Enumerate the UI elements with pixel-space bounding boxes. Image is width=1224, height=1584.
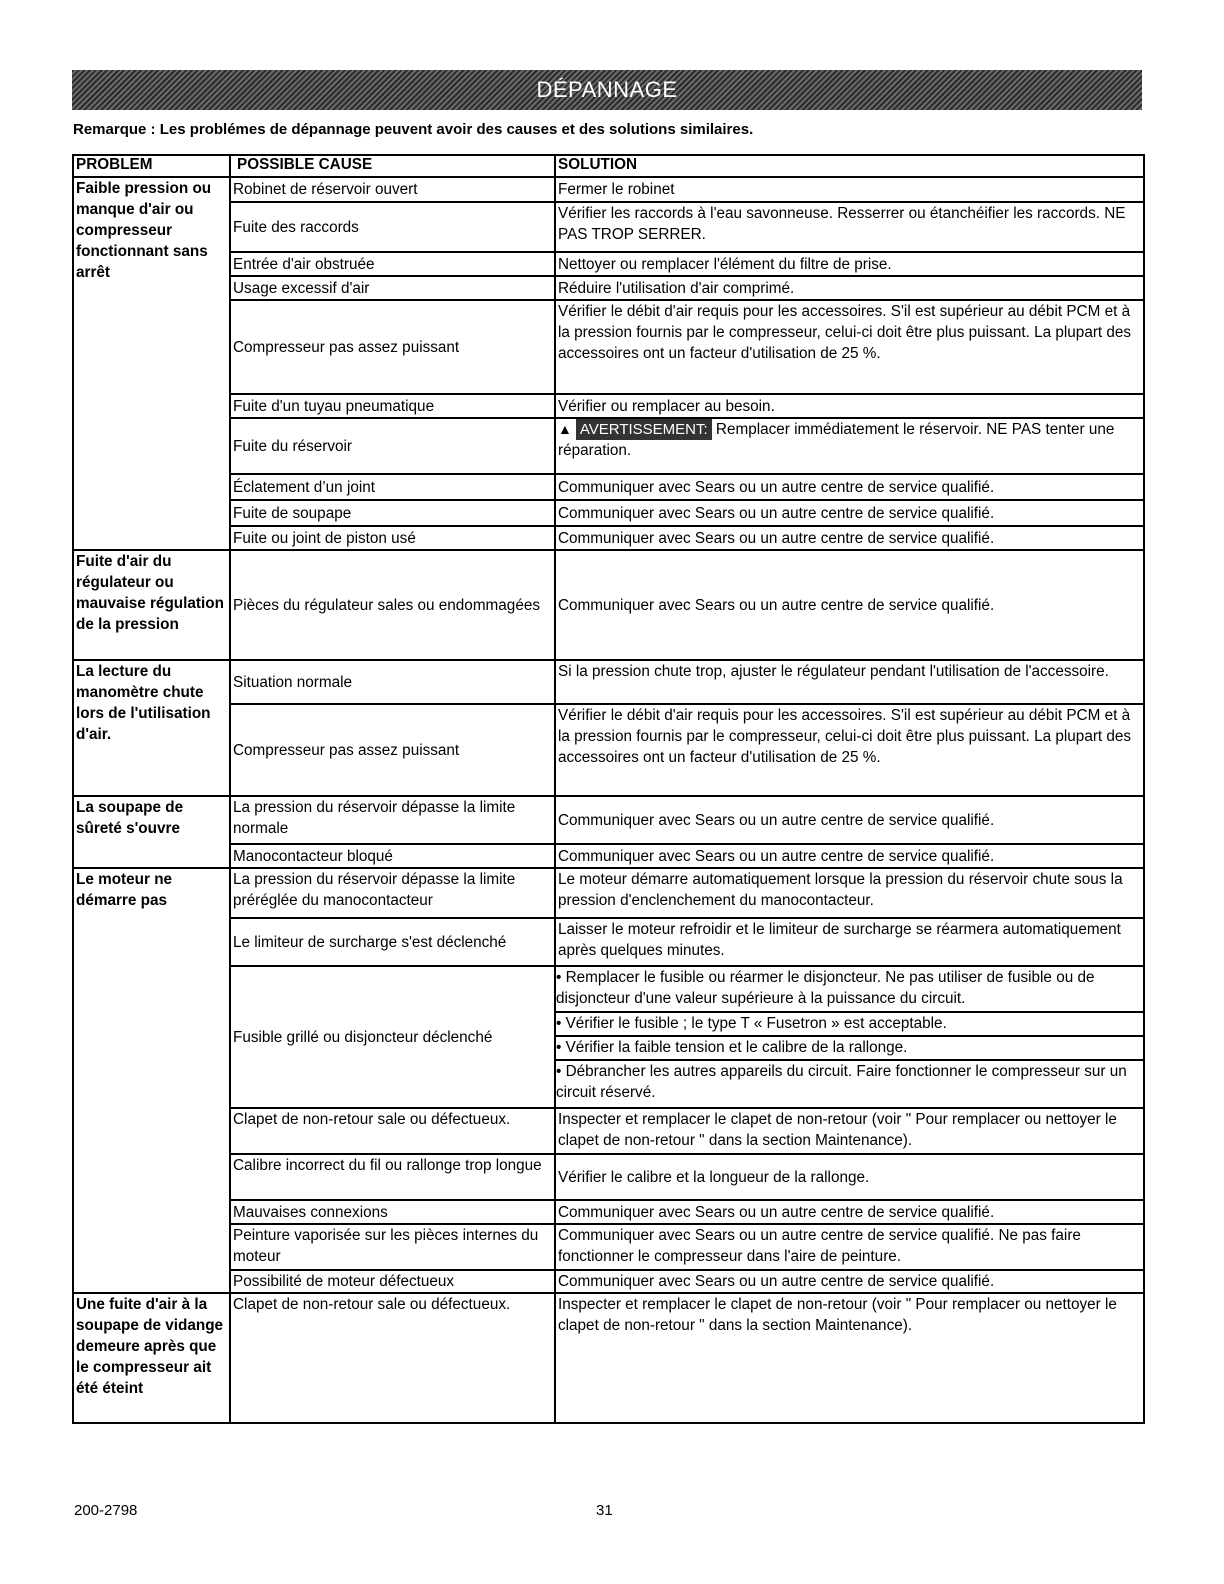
warning-badge: AVERTISSEMENT: [576,419,712,440]
solution-cell: Communiquer avec Sears ou un autre centre de service qualifié. [555,474,1144,500]
problem-cell: Fuite d'air du régulateur ou mauvaise régulation de la pression [73,550,230,660]
solution-bullet: • Vérifier le fusible ; le type T « Fusetron » est acceptable. [554,1013,1145,1037]
cause-cell: Mauvaises connexions [230,1200,555,1224]
table-row [73,394,1144,418]
solution-bullet: • Vérifier la faible tension et le calibre de la rallonge. [554,1037,1145,1061]
cause-cell: Éclatement d’un joint [230,474,555,500]
solution-cell: Vérifier le débit d'air requis pour les accessoires. S'il est supérieur au débit PCM et à la pression fournis par le compresseur, celui-ci doit être plus puissant. La plupart des accessoires ont un facteur d'utilisation de 25 %. [555,300,1144,394]
cause-cell: Clapet de non-retour sale ou défectueux. [230,1293,555,1423]
troubleshooting-table [72,154,1145,1424]
cause-cell: Fuite d'un tuyau pneumatique [230,394,555,418]
cause-cell: Fuite des raccords [230,202,555,252]
header-solution: SOLUTION [555,155,1144,177]
table-row [73,1293,1144,1423]
cause-cell: Fuite ou joint de piston usé [230,526,555,550]
solution-cell: Communiquer avec Sears ou un autre centre de service qualifié. [555,526,1144,550]
table-row [73,1154,1144,1200]
table-row [73,918,1144,966]
solution-cell: Inspecter et remplacer le clapet de non-retour (voir " Pour remplacer ou nettoyer le clapet de non-retour " dans la section Maintenance). [555,1293,1144,1423]
problem-cell: Le moteur ne démarre pas [73,868,230,1293]
solution-cell: Si la pression chute trop, ajuster le régulateur pendant l'utilisation de l'accessoire. [555,660,1144,704]
problem-cell: Une fuite d'air à la soupape de vidange demeure après que le compresseur ait été éteint [73,1293,230,1423]
table-row [73,202,1144,252]
solution-cell [555,966,1144,1108]
cause-cell: Situation normale [230,660,555,704]
section-title-bar [72,70,1142,110]
solution-cell: Vérifier les raccords à l'eau savonneuse. Resserrer ou étanchéifier les raccords. NE PAS TROP SERRER. [555,202,1144,252]
solution-cell: Communiquer avec Sears ou un autre centre de service qualifié. [555,1270,1144,1293]
solution-cell: Communiquer avec Sears ou un autre centre de service qualifié. [555,796,1144,844]
cause-cell: La pression du réservoir dépasse la limite normale [230,796,555,844]
solution-cell: Vérifier ou remplacer au besoin. [555,394,1144,418]
cause-cell: La pression du réservoir dépasse la limite préréglée du manocontacteur [230,868,555,918]
page-number: 31 [596,1502,613,1519]
table-row [73,1224,1144,1270]
solution-cell: Communiquer avec Sears ou un autre centre de service qualifié. [555,1200,1144,1224]
solution-cell: Nettoyer ou remplacer l'élément du filtre de prise. [555,252,1144,276]
table-row [73,276,1144,300]
warning-triangle-icon: ▲ [558,421,572,437]
table-row [73,300,1144,394]
table-row [73,868,1144,918]
table-row [73,660,1144,704]
problem-cell: La soupape de sûreté s'ouvre [73,796,230,868]
solution-cell: Réduire l'utilisation d'air comprimé. [555,276,1144,300]
cause-cell: Peinture vaporisée sur les pièces internes du moteur [230,1224,555,1270]
note-text: Remarque : Les problémes de dépannage peuvent avoir des causes et des solutions similaires. [73,121,754,138]
table-row [73,526,1144,550]
cause-cell: Fusible grillé ou disjoncteur déclenché [230,966,555,1108]
solution-bullet: • Remplacer le fusible ou réarmer le disjoncteur. Ne pas utiliser de fusible ou de disjoncteur d'une valeur supérieure à la puissance du circuit. [554,967,1145,1013]
problem-cell: Faible pression ou manque d'air ou compresseur fonctionnant sans arrêt [73,177,230,550]
table-row [73,418,1144,474]
solution-cell: Le moteur démarre automatiquement lorsque la pression du réservoir chute sous la pression d'enclenchement du manocontacteur. [555,868,1144,918]
warning-text: Remplacer immédiatement le réservoir. NE PAS tenter une réparation. [558,421,1115,459]
table-row [73,177,1144,202]
cause-cell: Le limiteur de surcharge s'est déclenché [230,918,555,966]
cause-cell: Pièces du régulateur sales ou endommagées [230,550,555,660]
cause-cell: Usage excessif d'air [230,276,555,300]
solution-cell: Laisser le moteur refroidir et le limiteur de surcharge se réarmera automatiquement après quelques minutes. [555,918,1144,966]
solution-cell: Communiquer avec Sears ou un autre centre de service qualifié. Ne pas faire fonctionner le compresseur dans l'aire de peinture. [555,1224,1144,1270]
cause-cell: Robinet de réservoir ouvert [230,177,555,202]
table-header-row [73,155,1144,177]
table-row [73,252,1144,276]
solution-cell: Fermer le robinet [555,177,1144,202]
table-row [73,1200,1144,1224]
problem-cell: La lecture du manomètre chute lors de l'utilisation d'air. [73,660,230,796]
solution-cell: Vérifier le débit d'air requis pour les accessoires. S'il est supérieur au débit PCM et à la pression fournis par le compresseur, celui-ci doit être plus puissant. La plupart des accessoires ont un facteur d'utilisation de 25 %. [555,704,1144,796]
section-title: DÉPANNAGE [536,77,678,102]
solution-cell: Communiquer avec Sears ou un autre centre de service qualifié. [555,500,1144,526]
table-row [73,474,1144,500]
solution-cell: Communiquer avec Sears ou un autre centre de service qualifié. [555,844,1144,868]
table-row [73,500,1144,526]
cause-cell: Entrée d'air obstruée [230,252,555,276]
header-problem: PROBLEM [73,155,230,177]
solution-bullet: • Débrancher les autres appareils du circuit. Faire fonctionner le compresseur sur un circuit réservé. [556,1063,1127,1101]
cause-cell: Compresseur pas assez puissant [230,300,555,394]
cause-cell: Possibilité de moteur défectueux [230,1270,555,1293]
cause-cell: Compresseur pas assez puissant [230,704,555,796]
solution-cell: Inspecter et remplacer le clapet de non-retour (voir " Pour remplacer ou nettoyer le clapet de non-retour " dans la section Maintenance). [555,1108,1144,1154]
cause-cell: Calibre incorrect du fil ou rallonge trop longue [230,1154,555,1200]
table-row [73,844,1144,868]
solution-cell [555,418,1144,474]
cause-cell: Clapet de non-retour sale ou défectueux. [230,1108,555,1154]
table-row [73,1108,1144,1154]
cause-cell: Fuite de soupape [230,500,555,526]
table-row [73,550,1144,660]
table-row [73,796,1144,844]
cause-cell: Manocontacteur bloqué [230,844,555,868]
document-number: 200-2798 [74,1502,138,1519]
cause-cell: Fuite du réservoir [230,418,555,474]
header-cause: POSSIBLE CAUSE [230,155,555,177]
table-row [73,1270,1144,1293]
solution-cell: Communiquer avec Sears ou un autre centre de service qualifié. [555,550,1144,660]
table-row [73,966,1144,1108]
table-row [73,704,1144,796]
solution-cell: Vérifier le calibre et la longueur de la rallonge. [555,1154,1144,1200]
